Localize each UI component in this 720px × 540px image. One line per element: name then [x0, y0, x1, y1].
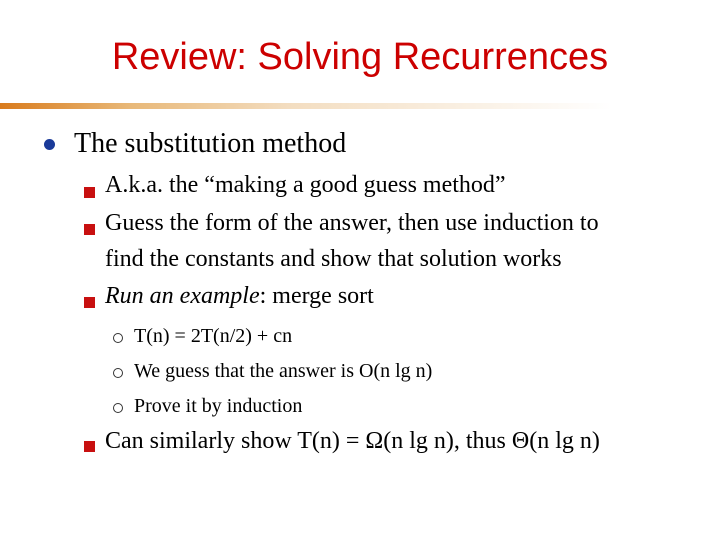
- run-example-rest: : merge sort: [259, 283, 374, 309]
- round-bullet-icon: [44, 139, 55, 150]
- guess-text-line2: find the constants and show that solution works: [105, 246, 562, 272]
- circle-bullet-icon: [113, 403, 123, 413]
- recurrence-text: T(n) = 2T(n/2) + cn: [134, 325, 293, 347]
- circle-bullet-icon: [113, 368, 123, 378]
- aka-text: A.k.a. the “making a good guess method”: [105, 172, 506, 198]
- main-bullet-text: The substitution method: [74, 128, 347, 159]
- square-bullet-icon: [84, 441, 95, 452]
- slide-title: Review: Solving Recurrences: [111, 36, 609, 78]
- square-bullet-icon: [84, 187, 95, 198]
- circle-bullet-icon: [113, 333, 123, 343]
- guess-answer-text: We guess that the answer is O(n lg n): [134, 360, 433, 382]
- square-bullet-icon: [84, 297, 95, 308]
- run-example-text: [105, 283, 374, 310]
- guess-text-line1: Guess the form of the answer, then use induction to: [105, 210, 599, 236]
- title-divider: [0, 103, 720, 109]
- square-bullet-icon: [84, 224, 95, 235]
- prove-text: Prove it by induction: [134, 395, 303, 417]
- run-example-italic: Run an example: [105, 283, 260, 309]
- similarly-text: Can similarly show T(n) = Ω(n lg n), thus Θ(n lg n): [105, 428, 600, 454]
